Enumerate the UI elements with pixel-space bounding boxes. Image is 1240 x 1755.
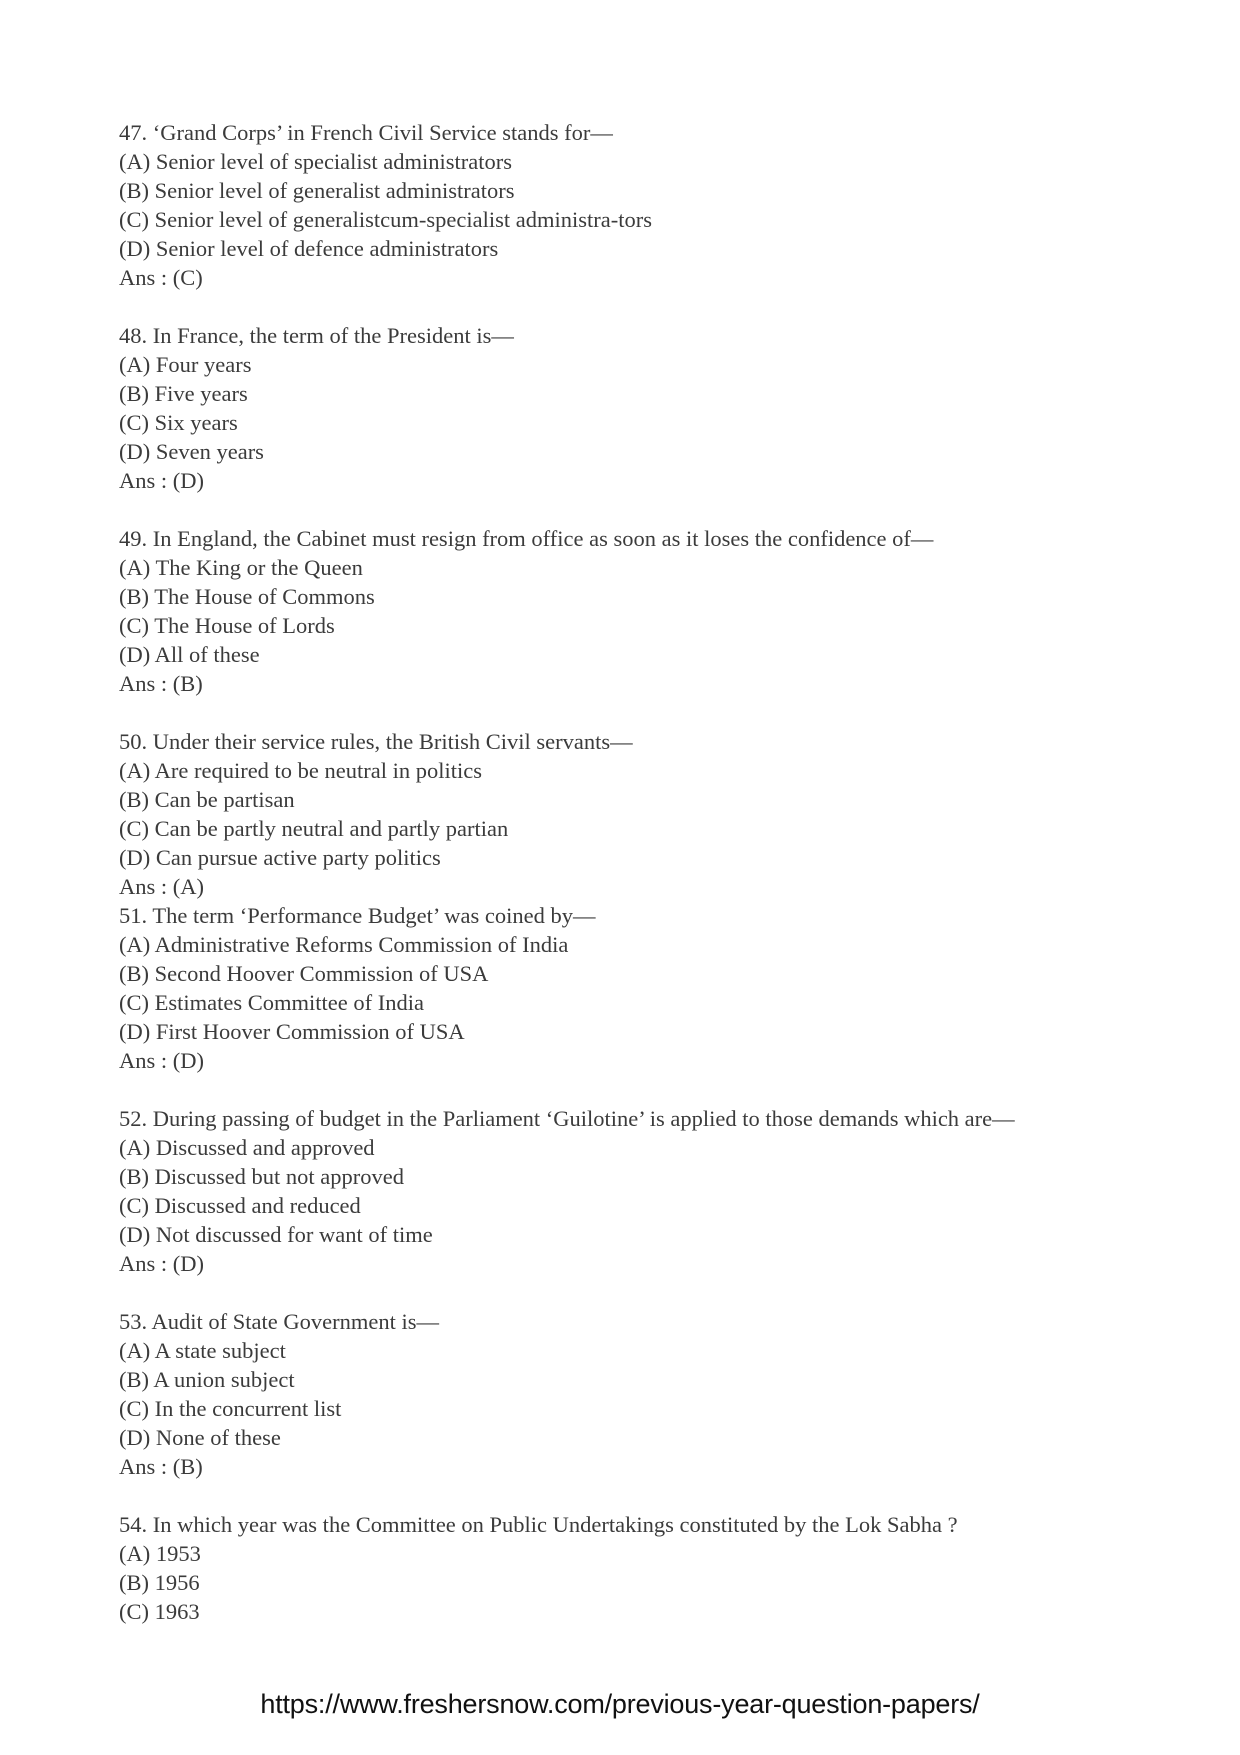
option-c: (C) In the concurrent list [119, 1396, 342, 1421]
question-stem: 51. The term ‘Performance Budget’ was coined by— [119, 903, 596, 928]
option-a: (A) Four years [119, 352, 252, 377]
question-50 [119, 727, 1139, 901]
option-d: (D) Seven years [119, 439, 264, 464]
option-d: (D) Can pursue active party politics [119, 845, 441, 870]
option-b: (B) Second Hoover Commission of USA [119, 961, 489, 986]
spacer [119, 292, 1139, 321]
option-b: (B) Senior level of generalist administrators [119, 178, 515, 203]
option-c: (C) The House of Lords [119, 613, 335, 638]
answer: Ans : (D) [119, 468, 204, 493]
option-c: (C) 1963 [119, 1599, 200, 1624]
option-c: (C) Six years [119, 410, 238, 435]
question-stem: 50. Under their service rules, the British Civil servants— [119, 729, 633, 754]
option-a: (A) Are required to be neutral in politics [119, 758, 483, 783]
question-52 [119, 1104, 1139, 1278]
question-49 [119, 524, 1139, 698]
option-c: (C) Can be partly neutral and partly partian [119, 816, 509, 841]
question-47 [119, 118, 1139, 292]
option-b: (B) Discussed but not approved [119, 1164, 404, 1189]
spacer [119, 495, 1139, 524]
option-d: (D) Not discussed for want of time [119, 1222, 433, 1247]
option-a: (A) 1953 [119, 1541, 201, 1566]
question-stem: 54. In which year was the Committee on Public Undertakings constituted by the Lok Sabha ? [119, 1512, 958, 1537]
option-a: (A) A state subject [119, 1338, 286, 1363]
question-53 [119, 1307, 1139, 1481]
answer: Ans : (D) [119, 1048, 204, 1073]
option-b: (B) Can be partisan [119, 787, 295, 812]
option-c: (C) Senior level of generalistcum-specialist administra-tors [119, 207, 652, 232]
option-d: (D) None of these [119, 1425, 281, 1450]
spacer [119, 1481, 1139, 1510]
spacer [119, 698, 1139, 727]
answer: Ans : (A) [119, 874, 204, 899]
question-48 [119, 321, 1139, 495]
answer: Ans : (D) [119, 1251, 204, 1276]
option-d: (D) First Hoover Commission of USA [119, 1019, 465, 1044]
option-a: (A) Discussed and approved [119, 1135, 375, 1160]
option-a: (A) Senior level of specialist administrators [119, 149, 513, 174]
question-stem: 49. In England, the Cabinet must resign from office as soon as it loses the confidence of— [119, 526, 934, 551]
spacer [119, 1278, 1139, 1307]
question-54 [119, 1510, 1139, 1626]
option-b: (B) The House of Commons [119, 584, 375, 609]
option-c: (C) Discussed and reduced [119, 1193, 361, 1218]
question-paper-page [119, 118, 1139, 1626]
answer: Ans : (C) [119, 265, 203, 290]
spacer [119, 1075, 1139, 1104]
question-51 [119, 901, 1139, 1075]
question-stem: 52. During passing of budget in the Parliament ‘Guilotine’ is applied to those demands which are— [119, 1106, 1015, 1131]
option-b: (B) A union subject [119, 1367, 295, 1392]
question-stem: 48. In France, the term of the President is— [119, 323, 514, 348]
option-b: (B) 1956 [119, 1570, 200, 1595]
answer: Ans : (B) [119, 671, 203, 696]
option-b: (B) Five years [119, 381, 248, 406]
option-c: (C) Estimates Committee of India [119, 990, 424, 1015]
answer: Ans : (B) [119, 1454, 203, 1479]
question-stem: 53. Audit of State Government is— [119, 1309, 439, 1334]
question-stem: 47. ‘Grand Corps’ in French Civil Service stands for— [119, 120, 613, 145]
footer-url-link[interactable]: https://www.freshersnow.com/previous-year-question-papers/ [260, 1689, 980, 1719]
option-d: (D) Senior level of defence administrators [119, 236, 499, 261]
option-d: (D) All of these [119, 642, 260, 667]
option-a: (A) Administrative Reforms Commission of India [119, 932, 569, 957]
option-a: (A) The King or the Queen [119, 555, 363, 580]
